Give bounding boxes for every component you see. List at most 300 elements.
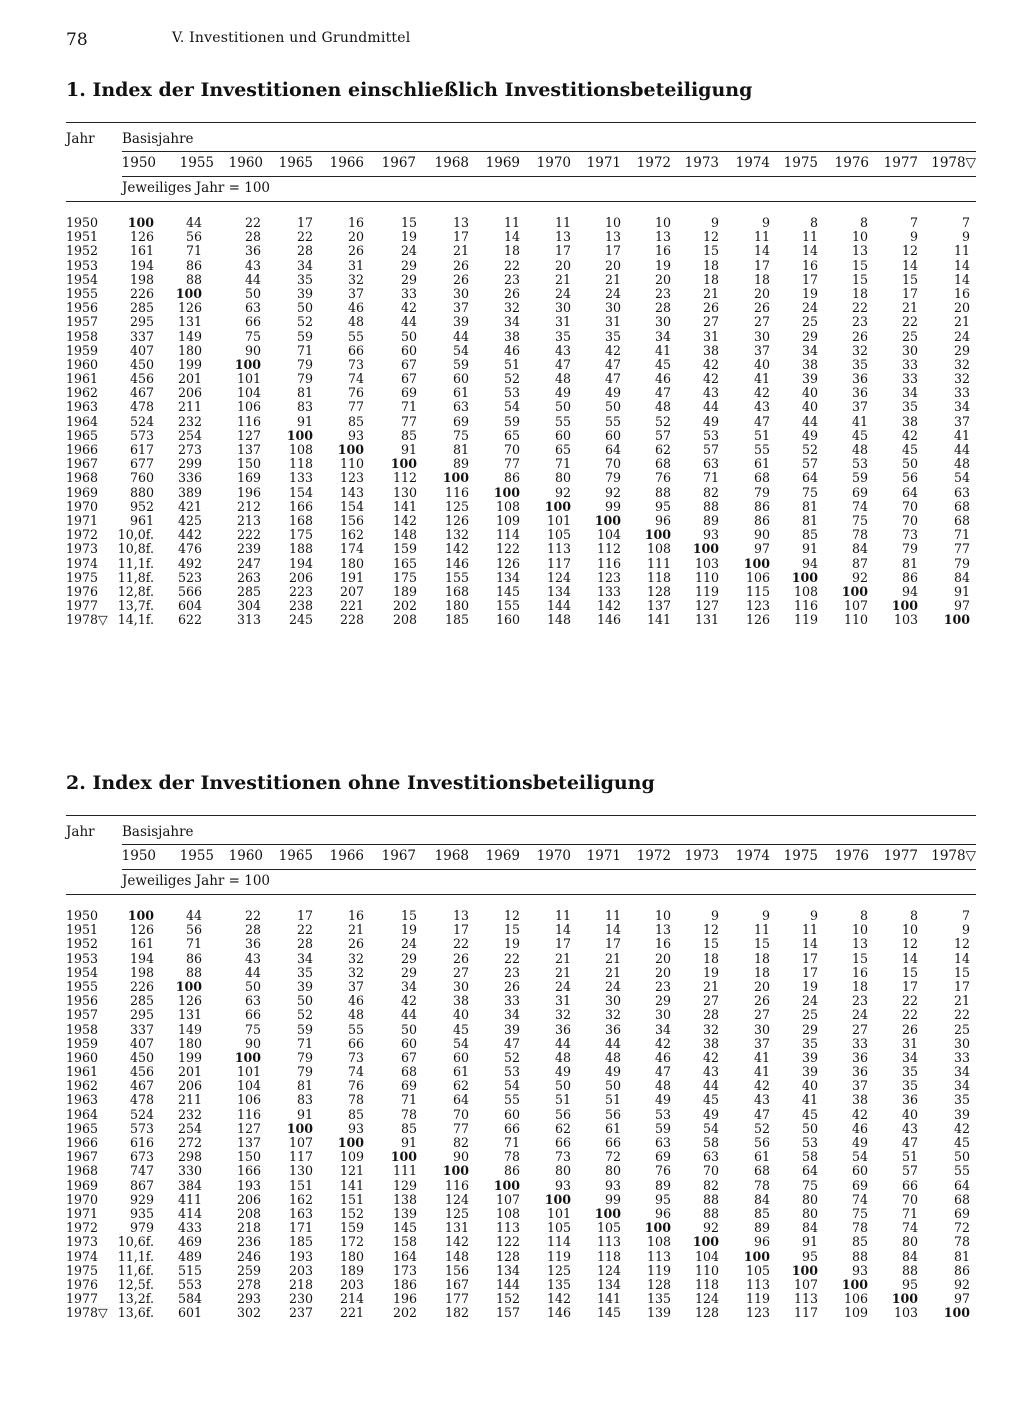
table-cell: 199 <box>177 356 202 372</box>
table-cell: 12,5f. <box>117 1276 154 1292</box>
table-cell: 53 <box>801 1135 818 1150</box>
table-cell: 11,8f. <box>117 569 154 585</box>
table-cell: 128 <box>646 1276 671 1292</box>
row-year: 1953 <box>66 257 99 273</box>
row-year: 1978▽ <box>66 1305 108 1321</box>
table-cell: 180 <box>177 1035 202 1051</box>
table-cell: 46 <box>503 342 520 358</box>
table-cell: 228 <box>339 612 364 628</box>
table-cell: 127 <box>694 598 719 614</box>
row-year: 1955 <box>66 285 99 301</box>
table-cell: 49 <box>851 1135 868 1150</box>
table-cell: 80 <box>554 1163 571 1179</box>
table-cell: 100 <box>943 1305 970 1321</box>
table-cell: 33 <box>953 1049 970 1065</box>
base-year-header: 1950 <box>121 848 156 864</box>
table-cell: 26 <box>347 936 364 952</box>
table-cell: 18 <box>753 964 770 980</box>
table-cell: 180 <box>444 598 469 614</box>
table-cell: 15 <box>851 950 868 966</box>
table-cell: 14 <box>801 936 818 952</box>
table-cell: 203 <box>288 1262 313 1278</box>
table-cell: 304 <box>236 598 261 614</box>
table-cell: 145 <box>596 1305 621 1321</box>
table-cell: 75 <box>801 1177 818 1193</box>
table-cell: 34 <box>400 978 417 994</box>
table-cell: 108 <box>288 442 313 457</box>
table-cell: 44 <box>604 1035 621 1051</box>
table-cell: 51 <box>901 1149 918 1165</box>
table-cell: 63 <box>452 399 469 415</box>
table-cell: 131 <box>444 1220 469 1236</box>
row-year: 1974 <box>66 555 99 571</box>
table-cell: 109 <box>339 1149 364 1165</box>
table-cell: 32 <box>604 1007 621 1023</box>
table-row <box>66 1235 976 1249</box>
table-cell: 13 <box>851 936 868 952</box>
table-cell: 61 <box>452 1064 469 1080</box>
table-cell: 69 <box>851 1177 868 1193</box>
table-row <box>66 1008 976 1022</box>
table-cell: 313 <box>236 612 261 628</box>
table-cell: 19 <box>400 229 417 245</box>
table-cell: 53 <box>503 1064 520 1080</box>
table-cell: 218 <box>288 1276 313 1292</box>
table-cell: 42 <box>753 385 770 401</box>
table-cell: 53 <box>654 1106 671 1122</box>
table-cell: 524 <box>129 1106 154 1122</box>
row-year: 1969 <box>66 484 99 500</box>
table-cell: 21 <box>953 993 970 1009</box>
table-cell: 44 <box>185 215 202 230</box>
table-cell: 100 <box>891 1291 918 1307</box>
table-row <box>66 372 976 386</box>
table-cell: 160 <box>495 612 520 628</box>
table-cell: 43 <box>244 257 261 273</box>
table-cell: 119 <box>745 1291 770 1307</box>
table-cell: 18 <box>702 257 719 273</box>
table-cell: 69 <box>654 1149 671 1165</box>
table-cell: 19 <box>702 964 719 980</box>
table-cell: 47 <box>604 371 621 387</box>
table-cell: 7 <box>961 215 970 230</box>
base-year-header: 1974 <box>735 848 770 864</box>
table-cell: 57 <box>801 456 818 472</box>
table-cell: 22 <box>296 922 313 938</box>
table-cell: 202 <box>392 1305 417 1321</box>
table-cell: 56 <box>185 229 202 245</box>
table-cell: 604 <box>177 598 202 614</box>
table-cell: 118 <box>596 1248 621 1264</box>
table-cell: 142 <box>444 541 469 557</box>
table-cell: 70 <box>503 442 520 457</box>
table-cell: 20 <box>753 285 770 301</box>
table-row <box>66 613 976 627</box>
table-cell: 186 <box>392 1276 417 1292</box>
table-cell: 167 <box>444 1276 469 1292</box>
table-cell: 126 <box>745 612 770 628</box>
table-cell: 17 <box>554 243 571 259</box>
table-cell: 14 <box>901 950 918 966</box>
table-cell: 64 <box>604 442 621 457</box>
table-row <box>66 1122 976 1136</box>
table-cell: 13 <box>654 922 671 938</box>
table-cell: 59 <box>503 413 520 429</box>
table-cell: 73 <box>347 356 364 372</box>
row-year: 1950 <box>66 908 99 923</box>
row-year: 1950 <box>66 215 99 230</box>
page-header <box>66 28 964 52</box>
table-cell: 42 <box>753 1078 770 1094</box>
table-cell: 47 <box>753 413 770 429</box>
table-cell: 100 <box>127 908 154 923</box>
table-cell: 75 <box>851 1205 868 1221</box>
table-cell: 85 <box>400 1120 417 1136</box>
table-cell: 13 <box>654 229 671 245</box>
table-cell: 36 <box>554 1021 571 1037</box>
table-cell: 47 <box>604 356 621 372</box>
table-cell: 59 <box>654 1120 671 1136</box>
table-cell: 20 <box>753 978 770 994</box>
table-cell: 37 <box>753 1035 770 1051</box>
table-cell: 65 <box>503 427 520 443</box>
table-cell: 21 <box>554 950 571 966</box>
table-cell: 47 <box>901 1135 918 1150</box>
table-cell: 44 <box>244 271 261 287</box>
row-year: 1968 <box>66 1163 99 1179</box>
table-cell: 113 <box>546 541 571 557</box>
table-cell: 456 <box>129 371 154 387</box>
table-cell: 17 <box>801 950 818 966</box>
table-cell: 45 <box>901 442 918 457</box>
table-cell: 30 <box>953 1035 970 1051</box>
data-rows <box>66 216 976 627</box>
table-cell: 149 <box>177 1021 202 1037</box>
table-cell: 584 <box>177 1291 202 1307</box>
table-cell: 109 <box>495 512 520 528</box>
table-cell: 29 <box>400 950 417 966</box>
table-row <box>66 1221 976 1235</box>
table-cell: 14 <box>901 257 918 273</box>
table-cell: 28 <box>296 936 313 952</box>
table-cell: 75 <box>244 1021 261 1037</box>
table-cell: 163 <box>288 1205 313 1221</box>
table-cell: 113 <box>596 1234 621 1250</box>
table-cell: 115 <box>745 583 770 599</box>
table-cell: 77 <box>452 1120 469 1136</box>
base-year-header: 1970 <box>536 848 571 864</box>
table-cell: 188 <box>288 541 313 557</box>
table-cell: 17 <box>554 936 571 952</box>
table-cell: 129 <box>392 1177 417 1193</box>
table-cell: 119 <box>646 1262 671 1278</box>
table-cell: 82 <box>702 1177 719 1193</box>
table-cell: 28 <box>654 300 671 316</box>
table-cell: 45 <box>702 1092 719 1108</box>
table-cell: 46 <box>851 1120 868 1136</box>
table-cell: 81 <box>801 498 818 514</box>
table-cell: 100 <box>841 583 868 599</box>
table-row <box>66 486 976 500</box>
table-cell: 20 <box>347 229 364 245</box>
table-cell: 37 <box>753 342 770 358</box>
table-title: 1. Index der Investitionen einschließlich Investitionsbeteiligung <box>66 79 753 101</box>
table-cell: 69 <box>400 385 417 401</box>
table-cell: 141 <box>596 1291 621 1307</box>
table-cell: 30 <box>452 978 469 994</box>
table-cell: 38 <box>503 328 520 344</box>
table-cell: 32 <box>953 371 970 387</box>
table-cell: 21 <box>953 314 970 330</box>
table-row <box>66 230 976 244</box>
table-cell: 14 <box>801 243 818 259</box>
table-cell: 103 <box>694 555 719 571</box>
table-cell: 79 <box>296 1064 313 1080</box>
data-rows <box>66 909 976 1320</box>
table-cell: 92 <box>554 484 571 500</box>
table-cell: 32 <box>347 950 364 966</box>
table-cell: 79 <box>753 484 770 500</box>
table-cell: 130 <box>392 484 417 500</box>
table-row <box>66 330 976 344</box>
table-cell: 101 <box>546 1205 571 1221</box>
table-cell: 14 <box>753 243 770 259</box>
table-cell: 63 <box>953 484 970 500</box>
table-cell: 60 <box>503 1106 520 1122</box>
table-cell: 100 <box>286 1120 313 1136</box>
table-cell: 10 <box>851 922 868 938</box>
table-cell: 93 <box>347 1120 364 1136</box>
table-cell: 22 <box>503 257 520 273</box>
table-row <box>66 599 976 613</box>
table-cell: 20 <box>604 257 621 273</box>
table-cell: 165 <box>392 555 417 571</box>
table-cell: 411 <box>177 1191 202 1207</box>
table-cell: 10 <box>851 229 868 245</box>
table-cell: 58 <box>702 1135 719 1150</box>
table-cell: 91 <box>801 1234 818 1250</box>
table-cell: 62 <box>554 1120 571 1136</box>
table-cell: 50 <box>400 1021 417 1037</box>
table-cell: 79 <box>296 356 313 372</box>
table-row <box>66 500 976 514</box>
table-cell: 84 <box>851 541 868 557</box>
running-head: V. Investitionen und Grundmittel <box>172 30 411 46</box>
table-cell: 50 <box>953 1149 970 1165</box>
table-cell: 144 <box>495 1276 520 1292</box>
table-cell: 929 <box>129 1191 154 1207</box>
table-cell: 154 <box>339 498 364 514</box>
table-cell: 60 <box>400 1035 417 1051</box>
table-cell: 11 <box>604 908 621 923</box>
table-cell: 78 <box>851 1220 868 1236</box>
table-cell: 94 <box>901 583 918 599</box>
table-cell: 617 <box>129 442 154 457</box>
table-cell: 168 <box>444 583 469 599</box>
table-cell: 46 <box>654 1049 671 1065</box>
table-row <box>66 1150 976 1164</box>
table-cell: 42 <box>953 1120 970 1136</box>
table-cell: 25 <box>801 1007 818 1023</box>
table-cell: 107 <box>495 1191 520 1207</box>
table-cell: 82 <box>702 484 719 500</box>
table-cell: 194 <box>129 257 154 273</box>
table-row <box>66 1051 976 1065</box>
table-cell: 34 <box>654 328 671 344</box>
table-cell: 83 <box>296 399 313 415</box>
table-row <box>66 273 976 287</box>
table-cell: 56 <box>604 1106 621 1122</box>
table-cell: 166 <box>236 1163 261 1179</box>
table-cell: 18 <box>851 285 868 301</box>
base-year-header: 1977 <box>883 155 918 171</box>
table-cell: 113 <box>793 1291 818 1307</box>
table-cell: 40 <box>801 1078 818 1094</box>
table-cell: 32 <box>953 356 970 372</box>
table-cell: 18 <box>702 271 719 287</box>
table-cell: 25 <box>953 1021 970 1037</box>
table-cell: 21 <box>604 271 621 287</box>
table-cell: 100 <box>544 498 571 514</box>
table-cell: 55 <box>503 1092 520 1108</box>
table-row <box>66 923 976 937</box>
table-cell: 105 <box>546 1220 571 1236</box>
table-cell: 37 <box>953 413 970 429</box>
table-cell: 39 <box>801 1064 818 1080</box>
table-cell: 51 <box>604 1092 621 1108</box>
table-cell: 148 <box>546 612 571 628</box>
table-cell: 174 <box>339 541 364 557</box>
table-cell: 83 <box>296 1092 313 1108</box>
table-cell: 60 <box>851 1163 868 1179</box>
table-cell: 14 <box>503 229 520 245</box>
table-cell: 867 <box>129 1177 154 1193</box>
table-cell: 18 <box>503 243 520 259</box>
table-cell: 108 <box>495 1205 520 1221</box>
reference-note-row <box>66 177 976 201</box>
table-cell: 10 <box>654 215 671 230</box>
table-cell: 26 <box>851 328 868 344</box>
table-cell: 43 <box>901 1120 918 1136</box>
table-cell: 20 <box>953 300 970 316</box>
table-cell: 51 <box>753 427 770 443</box>
table-cell: 64 <box>452 1092 469 1108</box>
table-cell: 125 <box>444 1205 469 1221</box>
table-cell: 159 <box>392 541 417 557</box>
table-cell: 24 <box>400 936 417 952</box>
table-cell: 42 <box>604 342 621 358</box>
table-cell: 79 <box>953 555 970 571</box>
table-cell: 35 <box>296 271 313 287</box>
table-cell: 52 <box>296 314 313 330</box>
table-cell: 47 <box>753 1106 770 1122</box>
table-cell: 22 <box>901 993 918 1009</box>
table-row <box>66 980 976 994</box>
table-cell: 34 <box>296 257 313 273</box>
table-cell: 34 <box>296 950 313 966</box>
table-cell: 63 <box>244 300 261 316</box>
table-cell: 189 <box>392 583 417 599</box>
table-cell: 211 <box>177 1092 202 1108</box>
table-row <box>66 1108 976 1122</box>
table-cell: 42 <box>851 1106 868 1122</box>
table-cell: 108 <box>793 583 818 599</box>
table-cell: 206 <box>177 1078 202 1094</box>
table-cell: 14 <box>953 257 970 273</box>
table-cell: 52 <box>503 1049 520 1065</box>
table-cell: 49 <box>604 385 621 401</box>
table-cell: 48 <box>851 442 868 457</box>
table-cell: 17 <box>296 215 313 230</box>
table-cell: 77 <box>400 413 417 429</box>
table-cell: 70 <box>604 456 621 472</box>
table-cell: 66 <box>244 1007 261 1023</box>
table-row <box>66 1250 976 1264</box>
base-year-header: 1969 <box>485 155 520 171</box>
table-cell: 30 <box>604 300 621 316</box>
table-cell: 32 <box>347 271 364 287</box>
table-cell: 37 <box>347 978 364 994</box>
table-cell: 450 <box>129 356 154 372</box>
table-cell: 86 <box>901 569 918 585</box>
table-cell: 9 <box>961 229 970 245</box>
table-cell: 336 <box>177 470 202 486</box>
table-cell: 76 <box>654 1163 671 1179</box>
table-cell: 71 <box>296 342 313 358</box>
table-cell: 72 <box>953 1220 970 1236</box>
row-year: 1952 <box>66 243 99 259</box>
table-row <box>66 952 976 966</box>
table-cell: 56 <box>554 1106 571 1122</box>
table-cell: 66 <box>554 1135 571 1150</box>
table-cell: 15 <box>503 922 520 938</box>
table-cell: 70 <box>901 512 918 528</box>
table-cell: 23 <box>851 993 868 1009</box>
table-cell: 71 <box>503 1135 520 1150</box>
table-cell: 100 <box>891 598 918 614</box>
table-cell: 137 <box>236 1135 261 1150</box>
row-year: 1976 <box>66 583 99 599</box>
table-cell: 46 <box>347 993 364 1009</box>
table-cell: 90 <box>244 1035 261 1051</box>
table-cell: 33 <box>901 371 918 387</box>
table-row <box>66 542 976 556</box>
table-cell: 295 <box>129 1007 154 1023</box>
table-cell: 88 <box>702 1191 719 1207</box>
table-cell: 126 <box>177 993 202 1009</box>
table-cell: 21 <box>554 964 571 980</box>
table-cell: 199 <box>177 1049 202 1065</box>
table-cell: 60 <box>400 342 417 358</box>
table-cell: 952 <box>129 498 154 514</box>
table-row <box>66 1136 976 1150</box>
table-cell: 131 <box>694 612 719 628</box>
table-cell: 40 <box>753 356 770 372</box>
table-cell: 524 <box>129 413 154 429</box>
table-cell: 24 <box>953 328 970 344</box>
table-cell: 8 <box>809 215 818 230</box>
table-row <box>66 1179 976 1193</box>
table-cell: 27 <box>452 964 469 980</box>
table-cell: 100 <box>493 484 520 500</box>
base-year-header: 1978▽ <box>931 155 976 171</box>
table-cell: 110 <box>843 612 868 628</box>
table-cell: 201 <box>177 1064 202 1080</box>
table-cell: 39 <box>503 1021 520 1037</box>
table-cell: 61 <box>753 456 770 472</box>
table-cell: 47 <box>654 1064 671 1080</box>
table-cell: 66 <box>503 1120 520 1136</box>
